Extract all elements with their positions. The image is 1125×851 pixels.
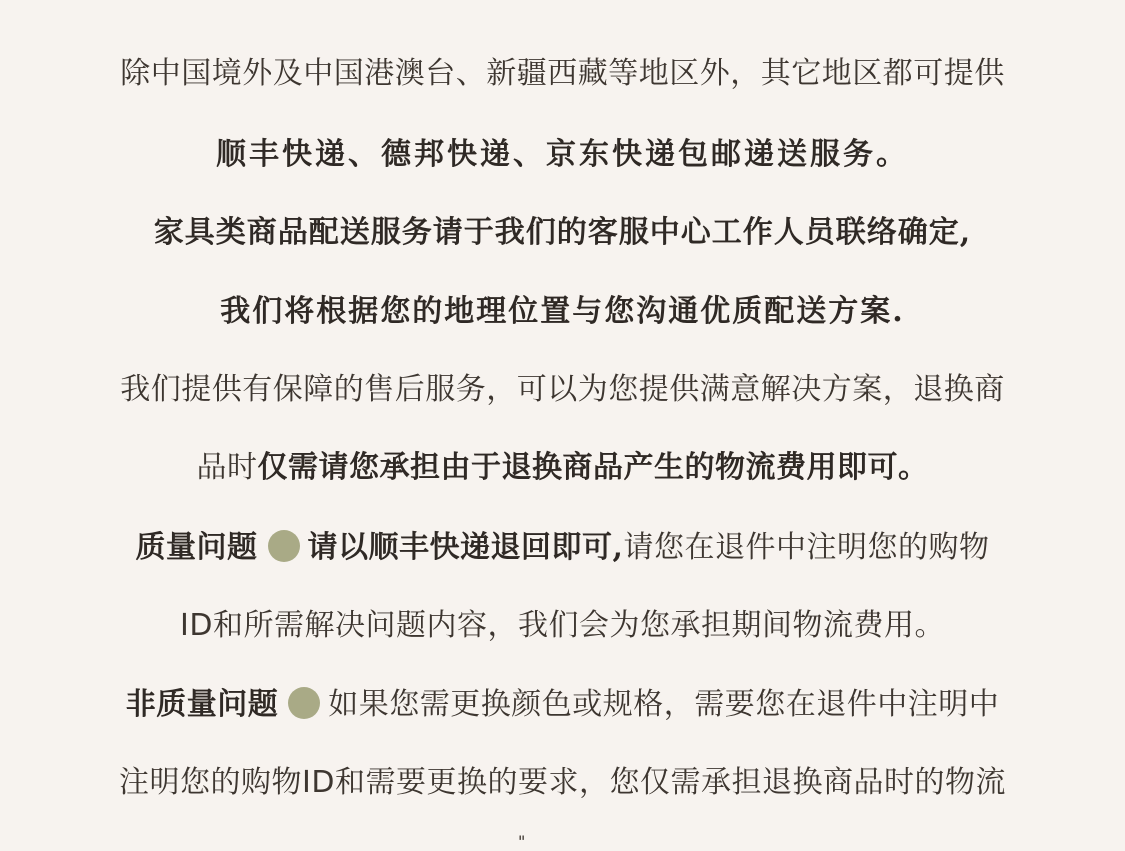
bullet-dot-icon	[288, 687, 320, 719]
quality-issue-detail-line: ID和所需解决问题内容，我们会为您承担期间物流费用。	[180, 608, 945, 643]
non-quality-issue-label: 非质量问题	[125, 687, 279, 722]
shipping-region-line: 除中国境外及中国港澳台、新疆西藏等地区外，其它地区都可提供	[120, 56, 1005, 91]
exchange-requirement-line: 注明您的购物ID和需要更换的要求，您仅需承担退换商品时的物流	[119, 765, 1006, 800]
quality-issue-note: 请您在退件中注明您的购物	[623, 530, 990, 565]
return-cost-text: 仅需请您承担由于退换商品产生的物流费用即可。	[257, 450, 929, 485]
delivery-plan-line: 我们将根据您的地理位置与您沟通优质配送方案.	[220, 294, 905, 329]
non-quality-issue-line	[0, 675, 1125, 735]
return-cost-line	[0, 438, 1125, 498]
quality-issue-line	[0, 518, 1125, 578]
non-quality-issue-text: 如果您需更换颜色或规格，需要您在退件中注明中	[328, 687, 1000, 722]
return-cost-prefix: 品时	[196, 450, 258, 485]
bullet-dot-icon	[268, 530, 300, 562]
after-sales-line: 我们提供有保障的售后服务，可以为您提供满意解决方案，退换商	[120, 372, 1005, 407]
quality-issue-instruction: 请以顺丰快递退回即可,	[307, 530, 624, 565]
shipping-carriers-line: 顺丰快递、德邦快递、京东快递包邮递送服务。	[216, 137, 909, 172]
cut-off-text-mark: "	[518, 832, 526, 851]
quality-issue-label: 质量问题	[135, 530, 258, 565]
furniture-delivery-line: 家具类商品配送服务请于我们的客服中心工作人员联络确定,	[153, 215, 972, 250]
